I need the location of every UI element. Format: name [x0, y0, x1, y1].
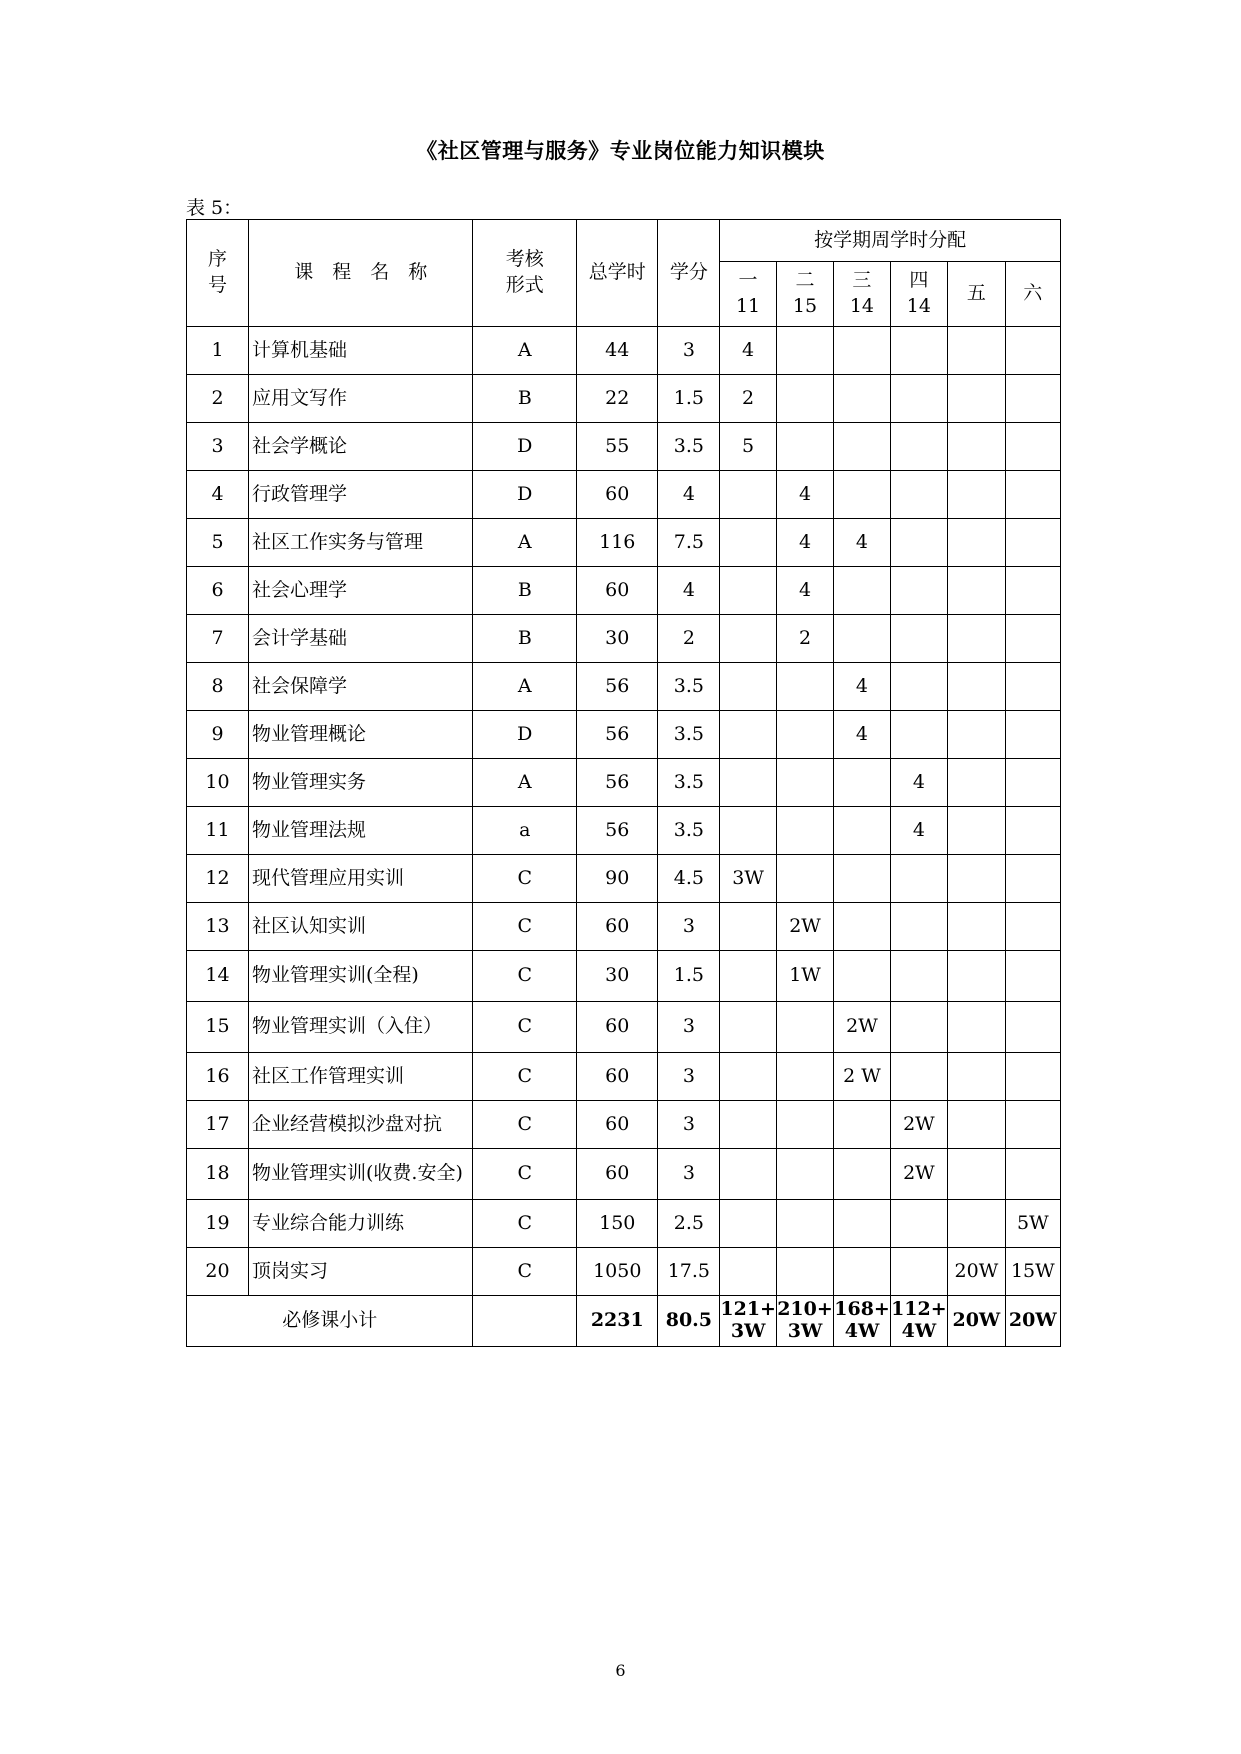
row-credits: 2 [658, 615, 720, 663]
row-semester-4 [890, 615, 948, 663]
row-semester-6 [1005, 519, 1060, 567]
row-course-name: 行政管理学 [249, 471, 473, 519]
row-credits: 7.5 [658, 519, 720, 567]
subtotal-semester-6 [1005, 1296, 1060, 1347]
semester-name: 六 [1023, 282, 1043, 305]
row-seq: 3 [187, 423, 249, 471]
subtotal-value-line1: 121+ [720, 1297, 776, 1320]
row-semester-5 [948, 567, 1006, 615]
row-semester-1: 4 [720, 327, 776, 375]
row-seq: 13 [187, 903, 249, 951]
row-semester-6 [1005, 855, 1060, 903]
row-seq: 15 [187, 1002, 249, 1053]
row-seq: 7 [187, 615, 249, 663]
row-course-name: 物业管理概论 [249, 711, 473, 759]
row-total-hours: 55 [577, 423, 658, 471]
row-semester-2 [776, 711, 834, 759]
row-semester-4 [890, 471, 948, 519]
row-semester-6 [1005, 1002, 1060, 1053]
row-semester-3: 4 [834, 711, 890, 759]
row-semester-4 [890, 423, 948, 471]
row-total-hours: 60 [577, 903, 658, 951]
subtotal-semester-3 [834, 1296, 890, 1347]
row-exam-form: A [473, 519, 577, 567]
row-semester-3 [834, 471, 890, 519]
row-seq: 10 [187, 759, 249, 807]
row-semester-4 [890, 519, 948, 567]
row-semester-6 [1005, 1149, 1060, 1200]
header-row-1 [187, 220, 1061, 262]
row-seq: 17 [187, 1101, 249, 1149]
row-total-hours: 60 [577, 471, 658, 519]
row-seq: 5 [187, 519, 249, 567]
row-semester-1 [720, 759, 776, 807]
subtotal-value-line1: 210+ [777, 1297, 833, 1320]
row-semester-6 [1005, 471, 1060, 519]
row-semester-2 [776, 1053, 834, 1101]
row-exam-form: C [473, 903, 577, 951]
semester-weeks: 14 [849, 295, 875, 317]
table-row [187, 519, 1061, 567]
table-row [187, 663, 1061, 711]
subtotal-exam [473, 1296, 577, 1347]
row-semester-4 [890, 1053, 948, 1101]
row-course-name: 物业管理实训(收费.安全) [249, 1149, 473, 1200]
row-semester-1 [720, 1149, 776, 1200]
table-label: 表 5： [186, 197, 243, 219]
row-semester-5 [948, 471, 1006, 519]
row-credits: 3.5 [658, 423, 720, 471]
row-semester-4 [890, 327, 948, 375]
header-total-hours: 总学时 [577, 220, 658, 327]
row-course-name: 物业管理实务 [249, 759, 473, 807]
table-row [187, 1248, 1061, 1296]
row-seq: 14 [187, 951, 249, 1002]
table-row [187, 1053, 1061, 1101]
table-row [187, 951, 1061, 1002]
semester-weeks: 14 [906, 295, 931, 317]
row-semester-5 [948, 423, 1006, 471]
row-seq: 2 [187, 375, 249, 423]
row-semester-5: 20W [948, 1248, 1006, 1296]
semester-name: 一 [738, 269, 758, 292]
row-semester-2 [776, 1248, 834, 1296]
row-semester-3 [834, 567, 890, 615]
subtotal-value-line2: 4W [901, 1319, 937, 1342]
row-total-hours: 60 [577, 1101, 658, 1149]
row-semester-3: 2W [834, 1002, 890, 1053]
row-semester-4 [890, 711, 948, 759]
row-semester-4 [890, 1248, 948, 1296]
row-credits: 3.5 [658, 759, 720, 807]
row-semester-5 [948, 711, 1006, 759]
subtotal-semester-5 [948, 1296, 1006, 1347]
row-semester-3: 4 [834, 663, 890, 711]
row-total-hours: 56 [577, 807, 658, 855]
row-course-name: 社区认知实训 [249, 903, 473, 951]
row-total-hours: 56 [577, 759, 658, 807]
row-course-name: 计算机基础 [249, 327, 473, 375]
row-semester-4: 4 [890, 807, 948, 855]
subtotal-hours: 2231 [577, 1296, 658, 1347]
table-row [187, 807, 1061, 855]
row-semester-6 [1005, 1053, 1060, 1101]
header-course-name: 课 程 名 称 [249, 220, 473, 327]
row-credits: 4 [658, 471, 720, 519]
row-seq: 16 [187, 1053, 249, 1101]
row-course-name: 社区工作实务与管理 [249, 519, 473, 567]
header-semester-1 [720, 262, 776, 327]
subtotal-value-line2: 4W [844, 1319, 880, 1342]
table-row [187, 1101, 1061, 1149]
row-semester-3 [834, 903, 890, 951]
row-seq: 12 [187, 855, 249, 903]
row-semester-5 [948, 855, 1006, 903]
row-semester-4: 2W [890, 1101, 948, 1149]
row-course-name: 会计学基础 [249, 615, 473, 663]
semester-weeks: 15 [792, 295, 818, 317]
row-exam-form: C [473, 1248, 577, 1296]
row-semester-6 [1005, 423, 1060, 471]
row-course-name: 应用文写作 [249, 375, 473, 423]
row-total-hours: 1050 [577, 1248, 658, 1296]
row-course-name: 物业管理实训（入住） [249, 1002, 473, 1053]
row-exam-form: C [473, 1149, 577, 1200]
row-credits: 17.5 [658, 1248, 720, 1296]
row-seq: 11 [187, 807, 249, 855]
row-semester-3 [834, 1200, 890, 1248]
row-semester-5 [948, 327, 1006, 375]
row-semester-3 [834, 759, 890, 807]
row-seq: 6 [187, 567, 249, 615]
semester-name: 四 [909, 269, 929, 292]
row-semester-2 [776, 423, 834, 471]
row-exam-form: D [473, 471, 577, 519]
row-semester-3 [834, 615, 890, 663]
row-semester-1 [720, 519, 776, 567]
row-seq: 8 [187, 663, 249, 711]
subtotal-value-line1: 20W [952, 1309, 1001, 1332]
row-semester-3 [834, 327, 890, 375]
row-semester-5 [948, 951, 1006, 1002]
row-course-name: 顶岗实习 [249, 1248, 473, 1296]
row-exam-form: C [473, 1200, 577, 1248]
subtotal-value-line1: 168+ [834, 1297, 890, 1320]
row-total-hours: 56 [577, 711, 658, 759]
row-exam-form: C [473, 1053, 577, 1101]
subtotal-value-line1: 20W [1008, 1309, 1057, 1332]
row-exam-form: C [473, 951, 577, 1002]
row-semester-1 [720, 615, 776, 663]
table-row [187, 711, 1061, 759]
row-course-name: 企业经营模拟沙盘对抗 [249, 1101, 473, 1149]
row-semester-6 [1005, 951, 1060, 1002]
row-semester-5 [948, 807, 1006, 855]
table-row [187, 1200, 1061, 1248]
row-exam-form: B [473, 615, 577, 663]
row-semester-3 [834, 855, 890, 903]
subtotal-value-line2: 3W [787, 1319, 823, 1342]
header-semester-4 [890, 262, 948, 327]
row-credits: 3.5 [658, 711, 720, 759]
row-course-name: 物业管理实训(全程) [249, 951, 473, 1002]
subtotal-semester-2 [776, 1296, 834, 1347]
row-semester-6 [1005, 615, 1060, 663]
row-semester-4: 2W [890, 1149, 948, 1200]
header-exam-form [473, 220, 577, 327]
row-semester-2: 4 [776, 471, 834, 519]
row-semester-2 [776, 759, 834, 807]
row-seq: 4 [187, 471, 249, 519]
row-semester-6: 5W [1005, 1200, 1060, 1248]
row-semester-5 [948, 375, 1006, 423]
row-semester-1 [720, 1002, 776, 1053]
row-total-hours: 60 [577, 567, 658, 615]
row-credits: 1.5 [658, 951, 720, 1002]
row-semester-2: 1W [776, 951, 834, 1002]
row-exam-form: C [473, 1101, 577, 1149]
row-semester-2: 2 [776, 615, 834, 663]
row-semester-3 [834, 807, 890, 855]
row-credits: 2.5 [658, 1200, 720, 1248]
header-exam-line1: 考核 [505, 248, 544, 271]
row-semester-4: 4 [890, 759, 948, 807]
row-credits: 3.5 [658, 663, 720, 711]
row-semester-3 [834, 1248, 890, 1296]
row-total-hours: 60 [577, 1002, 658, 1053]
row-semester-5 [948, 903, 1006, 951]
row-semester-5 [948, 1200, 1006, 1248]
row-credits: 3 [658, 1002, 720, 1053]
row-semester-1: 3W [720, 855, 776, 903]
row-exam-form: A [473, 663, 577, 711]
header-semester-6 [1005, 262, 1060, 327]
row-semester-6 [1005, 375, 1060, 423]
semester-name: 三 [852, 269, 872, 292]
row-semester-1 [720, 471, 776, 519]
course-table-body [187, 327, 1061, 1347]
row-total-hours: 60 [577, 1053, 658, 1101]
row-course-name: 社会保障学 [249, 663, 473, 711]
row-exam-form: B [473, 567, 577, 615]
row-semester-2 [776, 1101, 834, 1149]
row-semester-2: 4 [776, 567, 834, 615]
row-semester-6 [1005, 1101, 1060, 1149]
row-course-name: 社会学概论 [249, 423, 473, 471]
row-total-hours: 90 [577, 855, 658, 903]
header-semester-group: 按学期周学时分配 [720, 220, 1061, 262]
table-row [187, 375, 1061, 423]
row-semester-1: 2 [720, 375, 776, 423]
row-semester-2 [776, 327, 834, 375]
row-exam-form: D [473, 711, 577, 759]
row-course-name: 社区工作管理实训 [249, 1053, 473, 1101]
row-semester-3 [834, 1149, 890, 1200]
row-exam-form: a [473, 807, 577, 855]
table-row [187, 903, 1061, 951]
subtotal-label: 必修课小计 [187, 1296, 473, 1347]
row-semester-2 [776, 663, 834, 711]
row-semester-1 [720, 807, 776, 855]
row-semester-5 [948, 1002, 1006, 1053]
row-total-hours: 150 [577, 1200, 658, 1248]
row-semester-4 [890, 1200, 948, 1248]
row-semester-2 [776, 1002, 834, 1053]
row-semester-6 [1005, 567, 1060, 615]
row-total-hours: 60 [577, 1149, 658, 1200]
table-row [187, 327, 1061, 375]
row-total-hours: 30 [577, 951, 658, 1002]
subtotal-semester-4 [890, 1296, 948, 1347]
subtotal-semester-1 [720, 1296, 776, 1347]
row-seq: 18 [187, 1149, 249, 1200]
row-semester-6 [1005, 903, 1060, 951]
row-exam-form: A [473, 327, 577, 375]
row-course-name: 现代管理应用实训 [249, 855, 473, 903]
row-semester-1 [720, 1053, 776, 1101]
row-semester-6 [1005, 663, 1060, 711]
row-semester-5 [948, 1101, 1006, 1149]
header-seq-line1: 序 [208, 248, 228, 271]
page-title: 《社区管理与服务》专业岗位能力知识模块 [416, 138, 825, 163]
semester-name: 二 [795, 269, 815, 292]
row-semester-2 [776, 855, 834, 903]
row-semester-5 [948, 1053, 1006, 1101]
row-exam-form: C [473, 1002, 577, 1053]
row-semester-5 [948, 615, 1006, 663]
row-semester-3 [834, 951, 890, 1002]
row-credits: 3.5 [658, 807, 720, 855]
row-exam-form: C [473, 855, 577, 903]
row-credits: 4.5 [658, 855, 720, 903]
row-semester-4 [890, 567, 948, 615]
row-semester-4 [890, 855, 948, 903]
row-semester-3 [834, 423, 890, 471]
header-semester-5 [948, 262, 1006, 327]
subtotal-value-line2: 3W [730, 1319, 766, 1342]
row-semester-4 [890, 1002, 948, 1053]
subtotal-value-line1: 112+ [891, 1297, 947, 1320]
row-semester-3: 4 [834, 519, 890, 567]
row-exam-form: D [473, 423, 577, 471]
row-semester-1: 5 [720, 423, 776, 471]
row-semester-2 [776, 1149, 834, 1200]
row-semester-6 [1005, 759, 1060, 807]
subtotal-credits: 80.5 [658, 1296, 720, 1347]
row-semester-1 [720, 1248, 776, 1296]
row-seq: 19 [187, 1200, 249, 1248]
row-seq: 1 [187, 327, 249, 375]
row-total-hours: 22 [577, 375, 658, 423]
row-semester-2: 4 [776, 519, 834, 567]
header-exam-line2: 形式 [505, 274, 544, 296]
row-course-name: 物业管理法规 [249, 807, 473, 855]
row-semester-6 [1005, 711, 1060, 759]
semester-name: 五 [966, 282, 986, 305]
subtotal-row [187, 1296, 1061, 1347]
row-credits: 3 [658, 1053, 720, 1101]
header-credits: 学分 [658, 220, 720, 327]
row-semester-1 [720, 903, 776, 951]
row-credits: 3 [658, 327, 720, 375]
row-semester-4 [890, 903, 948, 951]
row-seq: 20 [187, 1248, 249, 1296]
row-semester-5 [948, 663, 1006, 711]
row-credits: 3 [658, 903, 720, 951]
row-semester-3 [834, 375, 890, 423]
table-row [187, 567, 1061, 615]
row-semester-5 [948, 759, 1006, 807]
row-semester-1 [720, 951, 776, 1002]
row-credits: 4 [658, 567, 720, 615]
table-row [187, 423, 1061, 471]
row-semester-6 [1005, 327, 1060, 375]
row-semester-1 [720, 711, 776, 759]
table-row [187, 1002, 1061, 1053]
table-row [187, 855, 1061, 903]
row-semester-4 [890, 951, 948, 1002]
row-total-hours: 116 [577, 519, 658, 567]
header-semester-3 [834, 262, 890, 327]
row-semester-2: 2W [776, 903, 834, 951]
row-course-name: 社会心理学 [249, 567, 473, 615]
row-credits: 1.5 [658, 375, 720, 423]
row-seq: 9 [187, 711, 249, 759]
row-total-hours: 44 [577, 327, 658, 375]
row-semester-3: 2 W [834, 1053, 890, 1101]
row-total-hours: 56 [577, 663, 658, 711]
row-semester-6 [1005, 807, 1060, 855]
row-semester-1 [720, 1101, 776, 1149]
row-semester-1 [720, 567, 776, 615]
row-exam-form: A [473, 759, 577, 807]
row-semester-1 [720, 663, 776, 711]
row-course-name: 专业综合能力训练 [249, 1200, 473, 1248]
row-semester-4 [890, 663, 948, 711]
row-semester-6: 15W [1005, 1248, 1060, 1296]
table-row [187, 1149, 1061, 1200]
header-seq [187, 220, 249, 327]
row-credits: 3 [658, 1101, 720, 1149]
header-seq-line2: 号 [208, 274, 228, 296]
course-table [186, 219, 1061, 1347]
table-row [187, 759, 1061, 807]
row-total-hours: 30 [577, 615, 658, 663]
row-semester-5 [948, 519, 1006, 567]
page-number: 6 [615, 1661, 626, 1680]
row-semester-2 [776, 1200, 834, 1248]
header-semester-2 [776, 262, 834, 327]
row-exam-form: B [473, 375, 577, 423]
row-semester-4 [890, 375, 948, 423]
row-semester-1 [720, 1200, 776, 1248]
row-semester-3 [834, 1101, 890, 1149]
row-semester-5 [948, 1149, 1006, 1200]
table-row [187, 615, 1061, 663]
table-row [187, 471, 1061, 519]
semester-weeks: 11 [735, 295, 761, 317]
row-semester-2 [776, 807, 834, 855]
row-credits: 3 [658, 1149, 720, 1200]
row-semester-2 [776, 375, 834, 423]
